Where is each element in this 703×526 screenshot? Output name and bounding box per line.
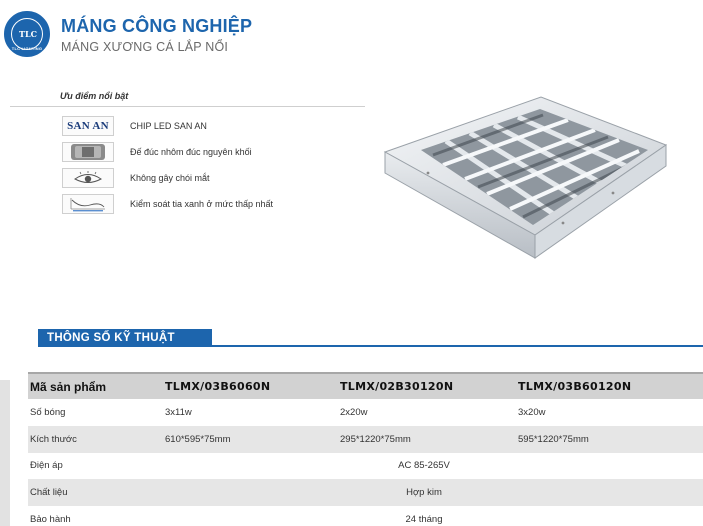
specs-header-bar <box>38 329 703 347</box>
specs-table <box>28 372 703 526</box>
model-code: TLMX/03B6060N <box>165 380 271 393</box>
row-label: Điện áp <box>30 460 63 472</box>
cell-value: 3x20w <box>518 406 546 418</box>
header-label: Mã sản phẩm <box>30 379 107 394</box>
cell-value: 295*1220*75mm <box>340 433 411 445</box>
row-label: Kích thước <box>30 433 77 445</box>
san-an-logo-icon <box>62 116 114 136</box>
table-row <box>28 453 703 480</box>
table-header-row <box>28 372 703 399</box>
row-label: Chất liệu <box>30 487 68 499</box>
page-title: MÁNG CÔNG NGHIỆP <box>61 16 253 36</box>
page-subtitle: MÁNG XƯƠNG CÁ LẮP NỔI <box>61 40 229 54</box>
feature-item <box>62 193 273 215</box>
logo-subtext: TLC LIGHTING <box>11 46 43 51</box>
logo-text: TLC <box>19 29 37 39</box>
model-code: TLMX/02B30120N <box>340 380 454 393</box>
cell-value: 3x11w <box>165 406 192 418</box>
row-label: Số bóng <box>30 406 66 418</box>
table-row <box>28 479 703 506</box>
left-strip <box>0 380 10 526</box>
cell-value: AC 85-265V <box>398 460 450 472</box>
cell-value: 595*1220*75mm <box>518 433 589 445</box>
table-row <box>28 399 703 426</box>
blue-light-chart-icon <box>62 194 114 214</box>
feature-label: Kiểm soát tia xanh ở mức thấp nhất <box>130 199 273 209</box>
feature-label: CHIP LED SAN AN <box>130 121 207 131</box>
table-row <box>28 426 703 453</box>
cell-value: 24 tháng <box>405 514 443 526</box>
brand-logo <box>4 11 50 57</box>
cell-value: Hợp kim <box>406 487 442 499</box>
cell-value: 2x20w <box>340 406 368 418</box>
specs-title: THÔNG SỐ KỸ THUẬT <box>38 329 212 347</box>
feature-item <box>62 115 207 137</box>
features-divider <box>10 106 365 107</box>
aluminum-block-icon <box>62 142 114 162</box>
feature-item <box>62 141 252 163</box>
product-image <box>383 95 668 260</box>
cell-value: 610*595*75mm <box>165 433 231 445</box>
feature-label: Đế đúc nhôm đúc nguyên khối <box>130 147 252 157</box>
model-code: TLMX/03B60120N <box>518 380 632 393</box>
feature-item <box>62 167 210 189</box>
san-an-logo-text: SAN AN <box>67 120 109 132</box>
row-label: Bảo hành <box>30 514 71 526</box>
feature-label: Không gây chói mắt <box>130 173 210 183</box>
features-heading: Ưu điểm nổi bật <box>60 91 129 101</box>
table-row <box>28 506 703 526</box>
eye-icon <box>62 168 114 188</box>
